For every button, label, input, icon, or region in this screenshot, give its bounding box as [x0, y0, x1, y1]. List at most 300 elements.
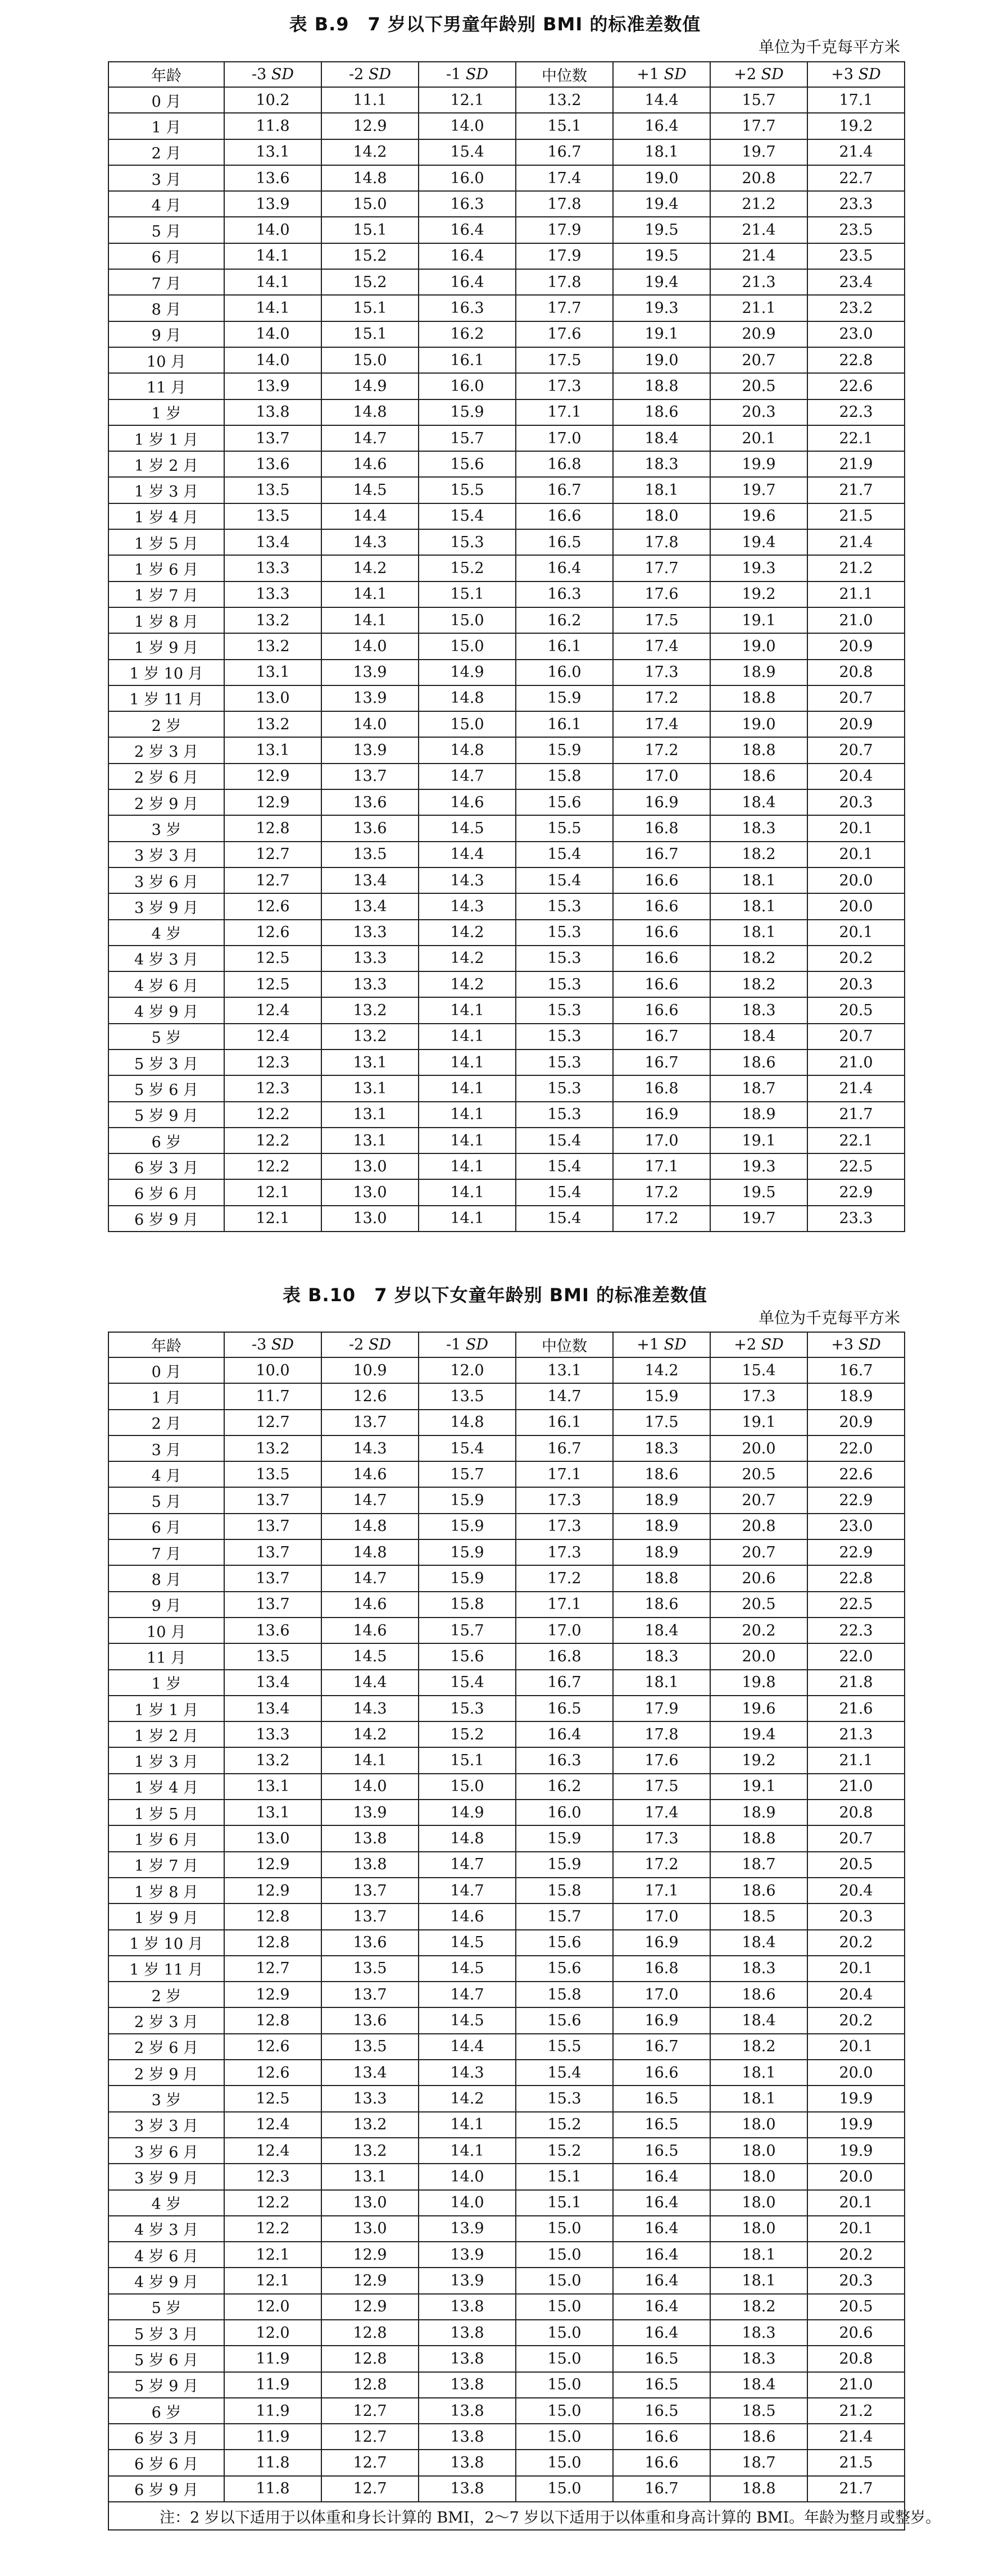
value-cell: 14.7	[321, 1487, 419, 1513]
value-cell: 18.8	[613, 373, 710, 399]
value-cell: 16.7	[516, 1435, 613, 1461]
age-cell: 6 岁 9 月	[108, 1206, 224, 1232]
value-cell: 13.5	[321, 1956, 419, 1982]
value-cell: 16.5	[613, 2346, 710, 2371]
value-cell: 13.6	[224, 451, 321, 477]
age-cell: 5 月	[108, 217, 224, 243]
value-cell: 13.2	[224, 607, 321, 633]
value-cell: 14.6	[419, 1903, 516, 1929]
age-cell: 1 岁 10 月	[108, 1930, 224, 1956]
value-cell: 11.7	[224, 1383, 321, 1409]
value-cell: 11.9	[224, 2346, 321, 2371]
value-cell: 15.0	[516, 2320, 613, 2346]
column-header: +2 SD	[710, 1332, 807, 1357]
value-cell: 21.0	[807, 2372, 905, 2398]
table-row	[108, 867, 905, 893]
age-cell: 6 月	[108, 243, 224, 269]
value-cell: 13.9	[419, 2268, 516, 2293]
value-cell: 13.8	[419, 2476, 516, 2502]
value-cell: 18.9	[613, 1539, 710, 1565]
value-cell: 23.5	[807, 217, 905, 243]
value-cell: 13.0	[224, 1825, 321, 1851]
value-cell: 12.0	[224, 2320, 321, 2346]
value-cell: 16.7	[613, 2476, 710, 2502]
value-cell: 13.0	[321, 2190, 419, 2216]
value-cell: 19.5	[613, 243, 710, 269]
value-cell: 17.2	[613, 1206, 710, 1232]
table2-unit: 单位为千克每平方米	[758, 1309, 900, 1327]
value-cell: 18.6	[710, 1878, 807, 1903]
table-row	[108, 711, 905, 737]
table-row	[108, 1721, 905, 1747]
value-cell: 14.1	[419, 1206, 516, 1232]
value-cell: 16.0	[516, 1800, 613, 1825]
value-cell: 16.9	[613, 2007, 710, 2033]
value-cell: 21.2	[710, 191, 807, 217]
age-cell: 8 月	[108, 1565, 224, 1591]
value-cell: 18.3	[710, 815, 807, 841]
value-cell: 17.6	[516, 321, 613, 347]
value-cell: 18.3	[710, 2346, 807, 2371]
value-cell: 16.5	[516, 529, 613, 555]
value-cell: 18.6	[613, 1461, 710, 1487]
value-cell: 13.3	[224, 555, 321, 581]
value-cell: 13.8	[419, 2372, 516, 2398]
table-row	[108, 1930, 905, 1956]
value-cell: 18.3	[710, 997, 807, 1023]
value-cell: 17.3	[613, 660, 710, 685]
value-cell: 13.3	[321, 971, 419, 997]
value-cell: 22.5	[807, 1592, 905, 1618]
value-cell: 15.0	[516, 2268, 613, 2293]
value-cell: 16.2	[516, 607, 613, 633]
value-cell: 11.9	[224, 2424, 321, 2450]
value-cell: 14.4	[321, 1670, 419, 1696]
age-cell: 4 岁	[108, 920, 224, 946]
table-row	[108, 1800, 905, 1825]
value-cell: 18.1	[710, 893, 807, 919]
table-row	[108, 971, 905, 997]
value-cell: 21.4	[807, 1075, 905, 1101]
value-cell: 13.3	[224, 1721, 321, 1747]
value-cell: 16.2	[516, 1774, 613, 1800]
table-row	[108, 737, 905, 763]
value-cell: 19.9	[710, 451, 807, 477]
value-cell: 12.8	[321, 2320, 419, 2346]
age-cell: 1 岁	[108, 399, 224, 425]
value-cell: 12.0	[224, 2294, 321, 2320]
value-cell: 15.6	[419, 1643, 516, 1669]
value-cell: 16.3	[516, 581, 613, 607]
value-cell: 18.8	[613, 1565, 710, 1591]
value-cell: 20.1	[807, 920, 905, 946]
value-cell: 14.1	[321, 581, 419, 607]
age-cell: 6 月	[108, 1514, 224, 1539]
column-header: -3 SD	[224, 62, 321, 87]
age-cell: 0 月	[108, 1357, 224, 1383]
value-cell: 21.1	[710, 295, 807, 321]
value-cell: 15.0	[321, 347, 419, 373]
value-cell: 20.1	[710, 425, 807, 451]
value-cell: 15.1	[321, 217, 419, 243]
value-cell: 19.1	[710, 1128, 807, 1153]
value-cell: 13.6	[321, 815, 419, 841]
value-cell: 16.5	[613, 2398, 710, 2424]
value-cell: 15.2	[419, 1721, 516, 1747]
value-cell: 15.0	[516, 2398, 613, 2424]
value-cell: 14.8	[321, 165, 419, 191]
value-cell: 20.8	[807, 2346, 905, 2371]
value-cell: 15.7	[710, 87, 807, 113]
age-cell: 7 月	[108, 269, 224, 295]
value-cell: 16.6	[613, 893, 710, 919]
value-cell: 16.8	[516, 451, 613, 477]
table2-note: 注：2 岁以下适用于以体重和身长计算的 BMI，2～7 岁以下适用于以体重和身高计算的 BMI。年龄为整月或整岁。	[108, 2502, 905, 2530]
value-cell: 22.0	[807, 1435, 905, 1461]
value-cell: 14.3	[321, 1696, 419, 1721]
value-cell: 15.6	[516, 789, 613, 815]
value-cell: 22.3	[807, 1618, 905, 1643]
value-cell: 12.2	[224, 1153, 321, 1179]
value-cell: 14.1	[419, 2112, 516, 2138]
value-cell: 23.0	[807, 321, 905, 347]
value-cell: 18.5	[710, 1903, 807, 1929]
value-cell: 18.2	[710, 946, 807, 971]
table-row	[108, 1774, 905, 1800]
table-row	[108, 842, 905, 867]
value-cell: 17.2	[613, 737, 710, 763]
value-cell: 21.4	[807, 139, 905, 165]
value-cell: 21.4	[710, 243, 807, 269]
age-cell: 3 岁 3 月	[108, 842, 224, 867]
value-cell: 14.7	[516, 1383, 613, 1409]
table-row	[108, 1102, 905, 1128]
value-cell: 18.9	[710, 1102, 807, 1128]
value-cell: 14.1	[224, 295, 321, 321]
value-cell: 20.1	[807, 815, 905, 841]
table-row	[108, 321, 905, 347]
value-cell: 19.0	[613, 347, 710, 373]
value-cell: 11.8	[224, 113, 321, 139]
age-cell: 2 岁 9 月	[108, 2060, 224, 2086]
table-row	[108, 1179, 905, 1205]
value-cell: 22.0	[807, 1643, 905, 1669]
value-cell: 13.2	[224, 711, 321, 737]
value-cell: 14.2	[419, 2086, 516, 2111]
value-cell: 22.9	[807, 1179, 905, 1205]
table-row	[108, 920, 905, 946]
age-cell: 2 岁 9 月	[108, 789, 224, 815]
value-cell: 15.4	[516, 2060, 613, 2086]
value-cell: 15.0	[419, 633, 516, 659]
value-cell: 17.9	[516, 243, 613, 269]
age-cell: 5 岁 3 月	[108, 2320, 224, 2346]
age-cell: 9 月	[108, 1592, 224, 1618]
value-cell: 15.6	[516, 1930, 613, 1956]
value-cell: 14.6	[321, 1461, 419, 1487]
value-cell: 18.9	[613, 1487, 710, 1513]
age-cell: 10 月	[108, 1618, 224, 1643]
table-row	[108, 1696, 905, 1721]
value-cell: 20.4	[807, 1982, 905, 2007]
value-cell: 20.3	[807, 2268, 905, 2293]
value-cell: 23.2	[807, 295, 905, 321]
value-cell: 13.7	[321, 1410, 419, 1435]
value-cell: 16.1	[516, 1410, 613, 1435]
value-cell: 12.1	[224, 1206, 321, 1232]
value-cell: 22.9	[807, 1539, 905, 1565]
table-row	[108, 633, 905, 659]
table-row	[108, 815, 905, 841]
value-cell: 16.4	[419, 243, 516, 269]
table-row	[108, 529, 905, 555]
value-cell: 15.5	[419, 477, 516, 503]
value-cell: 16.7	[516, 139, 613, 165]
value-cell: 16.2	[419, 321, 516, 347]
value-cell: 12.9	[321, 2242, 419, 2268]
value-cell: 16.4	[516, 555, 613, 581]
value-cell: 20.7	[710, 1539, 807, 1565]
value-cell: 15.0	[516, 2476, 613, 2502]
table-row	[108, 2424, 905, 2450]
value-cell: 10.0	[224, 1357, 321, 1383]
table-row	[108, 191, 905, 217]
value-cell: 14.8	[321, 399, 419, 425]
value-cell: 14.5	[321, 1643, 419, 1669]
age-cell: 1 岁 9 月	[108, 1903, 224, 1929]
value-cell: 17.5	[613, 1774, 710, 1800]
value-cell: 17.3	[613, 1825, 710, 1851]
value-cell: 17.9	[516, 217, 613, 243]
value-cell: 13.4	[321, 867, 419, 893]
value-cell: 19.4	[613, 191, 710, 217]
value-cell: 18.4	[710, 1024, 807, 1050]
age-cell: 0 月	[108, 87, 224, 113]
value-cell: 16.6	[613, 946, 710, 971]
age-cell: 1 岁 11 月	[108, 685, 224, 711]
value-cell: 20.7	[807, 685, 905, 711]
value-cell: 15.1	[419, 581, 516, 607]
value-cell: 22.8	[807, 347, 905, 373]
value-cell: 14.9	[419, 660, 516, 685]
value-cell: 17.0	[613, 764, 710, 789]
value-cell: 20.2	[807, 946, 905, 971]
age-cell: 5 岁 6 月	[108, 1075, 224, 1101]
value-cell: 16.5	[516, 1696, 613, 1721]
value-cell: 14.1	[419, 1179, 516, 1205]
value-cell: 20.7	[710, 1487, 807, 1513]
value-cell: 22.5	[807, 1153, 905, 1179]
value-cell: 21.2	[807, 555, 905, 581]
table-row	[108, 1075, 905, 1101]
value-cell: 17.7	[613, 555, 710, 581]
age-cell: 4 岁 6 月	[108, 971, 224, 997]
age-cell: 1 岁 5 月	[108, 529, 224, 555]
value-cell: 13.6	[321, 789, 419, 815]
value-cell: 20.0	[807, 2060, 905, 2086]
value-cell: 18.3	[613, 1435, 710, 1461]
value-cell: 16.5	[613, 2112, 710, 2138]
value-cell: 19.7	[710, 139, 807, 165]
table-row	[108, 1825, 905, 1851]
table-row	[108, 269, 905, 295]
value-cell: 13.5	[321, 2034, 419, 2060]
value-cell: 12.2	[224, 1102, 321, 1128]
value-cell: 17.1	[516, 1592, 613, 1618]
value-cell: 16.4	[613, 2164, 710, 2189]
value-cell: 13.1	[321, 2164, 419, 2189]
value-cell: 22.8	[807, 1565, 905, 1591]
value-cell: 15.7	[516, 1903, 613, 1929]
value-cell: 19.0	[710, 711, 807, 737]
value-cell: 15.2	[516, 2138, 613, 2164]
value-cell: 16.1	[516, 711, 613, 737]
value-cell: 19.5	[613, 217, 710, 243]
age-cell: 2 岁 6 月	[108, 764, 224, 789]
value-cell: 16.7	[516, 1670, 613, 1696]
age-cell: 2 岁 3 月	[108, 2007, 224, 2033]
age-cell: 3 月	[108, 1435, 224, 1461]
value-cell: 14.0	[321, 633, 419, 659]
value-cell: 15.9	[419, 1514, 516, 1539]
value-cell: 23.5	[807, 243, 905, 269]
value-cell: 13.0	[224, 685, 321, 711]
value-cell: 18.7	[710, 1852, 807, 1878]
value-cell: 18.6	[710, 764, 807, 789]
value-cell: 19.9	[807, 2138, 905, 2164]
value-cell: 17.1	[516, 1461, 613, 1487]
value-cell: 20.9	[807, 633, 905, 659]
value-cell: 21.1	[807, 1747, 905, 1773]
age-cell: 1 岁 7 月	[108, 1852, 224, 1878]
table-row	[108, 607, 905, 633]
column-header: +2 SD	[710, 62, 807, 87]
table-row	[108, 660, 905, 685]
value-cell: 15.4	[710, 1357, 807, 1383]
value-cell: 14.2	[419, 971, 516, 997]
table-row	[108, 1618, 905, 1643]
age-cell: 4 岁 3 月	[108, 2216, 224, 2242]
value-cell: 20.0	[710, 1435, 807, 1461]
value-cell: 13.1	[224, 1774, 321, 1800]
value-cell: 14.3	[419, 893, 516, 919]
value-cell: 20.7	[710, 347, 807, 373]
age-cell: 2 岁	[108, 1982, 224, 2007]
value-cell: 21.0	[807, 1774, 905, 1800]
value-cell: 16.9	[613, 1102, 710, 1128]
value-cell: 16.0	[419, 373, 516, 399]
value-cell: 18.1	[710, 920, 807, 946]
age-cell: 4 岁 9 月	[108, 997, 224, 1023]
value-cell: 20.9	[710, 321, 807, 347]
value-cell: 15.1	[419, 1747, 516, 1773]
value-cell: 17.5	[516, 347, 613, 373]
value-cell: 16.8	[516, 1643, 613, 1669]
value-cell: 13.7	[224, 1592, 321, 1618]
value-cell: 13.1	[224, 660, 321, 685]
table-row	[108, 2034, 905, 2060]
value-cell: 18.2	[710, 971, 807, 997]
value-cell: 15.6	[419, 451, 516, 477]
value-cell: 12.7	[321, 2476, 419, 2502]
value-cell: 20.0	[807, 893, 905, 919]
value-cell: 17.0	[516, 425, 613, 451]
table-row	[108, 2138, 905, 2164]
value-cell: 11.1	[321, 87, 419, 113]
value-cell: 17.2	[516, 1565, 613, 1591]
value-cell: 15.3	[419, 529, 516, 555]
age-cell: 1 岁 5 月	[108, 1800, 224, 1825]
value-cell: 16.4	[613, 113, 710, 139]
value-cell: 15.4	[419, 1670, 516, 1696]
value-cell: 12.8	[224, 1930, 321, 1956]
value-cell: 18.4	[710, 1930, 807, 1956]
value-cell: 16.4	[613, 2294, 710, 2320]
table-row	[108, 2294, 905, 2320]
value-cell: 14.9	[321, 373, 419, 399]
value-cell: 15.5	[516, 815, 613, 841]
value-cell: 16.3	[516, 1747, 613, 1773]
value-cell: 14.7	[419, 764, 516, 789]
column-header: -1 SD	[419, 1332, 516, 1357]
value-cell: 12.8	[321, 2372, 419, 2398]
value-cell: 14.1	[224, 243, 321, 269]
value-cell: 17.2	[613, 1179, 710, 1205]
value-cell: 14.3	[419, 2060, 516, 2086]
value-cell: 12.6	[224, 920, 321, 946]
value-cell: 20.3	[710, 399, 807, 425]
value-cell: 13.3	[321, 2086, 419, 2111]
table-row	[108, 243, 905, 269]
value-cell: 17.5	[613, 1410, 710, 1435]
value-cell: 21.4	[807, 529, 905, 555]
table-row	[108, 2242, 905, 2268]
value-cell: 18.6	[710, 1982, 807, 2007]
value-cell: 21.9	[807, 451, 905, 477]
value-cell: 19.4	[613, 269, 710, 295]
value-cell: 23.0	[807, 1514, 905, 1539]
value-cell: 20.7	[807, 1024, 905, 1050]
value-cell: 18.8	[710, 685, 807, 711]
age-cell: 3 岁 9 月	[108, 2164, 224, 2189]
value-cell: 17.1	[516, 399, 613, 425]
value-cell: 12.9	[224, 1982, 321, 2007]
value-cell: 14.6	[321, 1618, 419, 1643]
age-cell: 5 岁 9 月	[108, 1102, 224, 1128]
value-cell: 15.0	[516, 2242, 613, 2268]
age-cell: 6 岁 3 月	[108, 1153, 224, 1179]
value-cell: 19.5	[710, 1179, 807, 1205]
value-cell: 12.2	[224, 2190, 321, 2216]
value-cell: 13.9	[419, 2216, 516, 2242]
age-cell: 2 月	[108, 1410, 224, 1435]
value-cell: 12.9	[321, 2268, 419, 2293]
value-cell: 15.3	[516, 1024, 613, 1050]
value-cell: 13.8	[419, 2398, 516, 2424]
value-cell: 18.4	[613, 425, 710, 451]
value-cell: 15.0	[516, 2216, 613, 2242]
table-row	[108, 139, 905, 165]
column-header: -2 SD	[321, 62, 419, 87]
value-cell: 23.3	[807, 191, 905, 217]
table-row	[108, 1487, 905, 1513]
value-cell: 15.7	[419, 425, 516, 451]
age-cell: 4 岁	[108, 2190, 224, 2216]
value-cell: 20.6	[710, 1565, 807, 1591]
age-cell: 6 岁 9 月	[108, 2476, 224, 2502]
value-cell: 12.6	[224, 2034, 321, 2060]
table-row	[108, 893, 905, 919]
